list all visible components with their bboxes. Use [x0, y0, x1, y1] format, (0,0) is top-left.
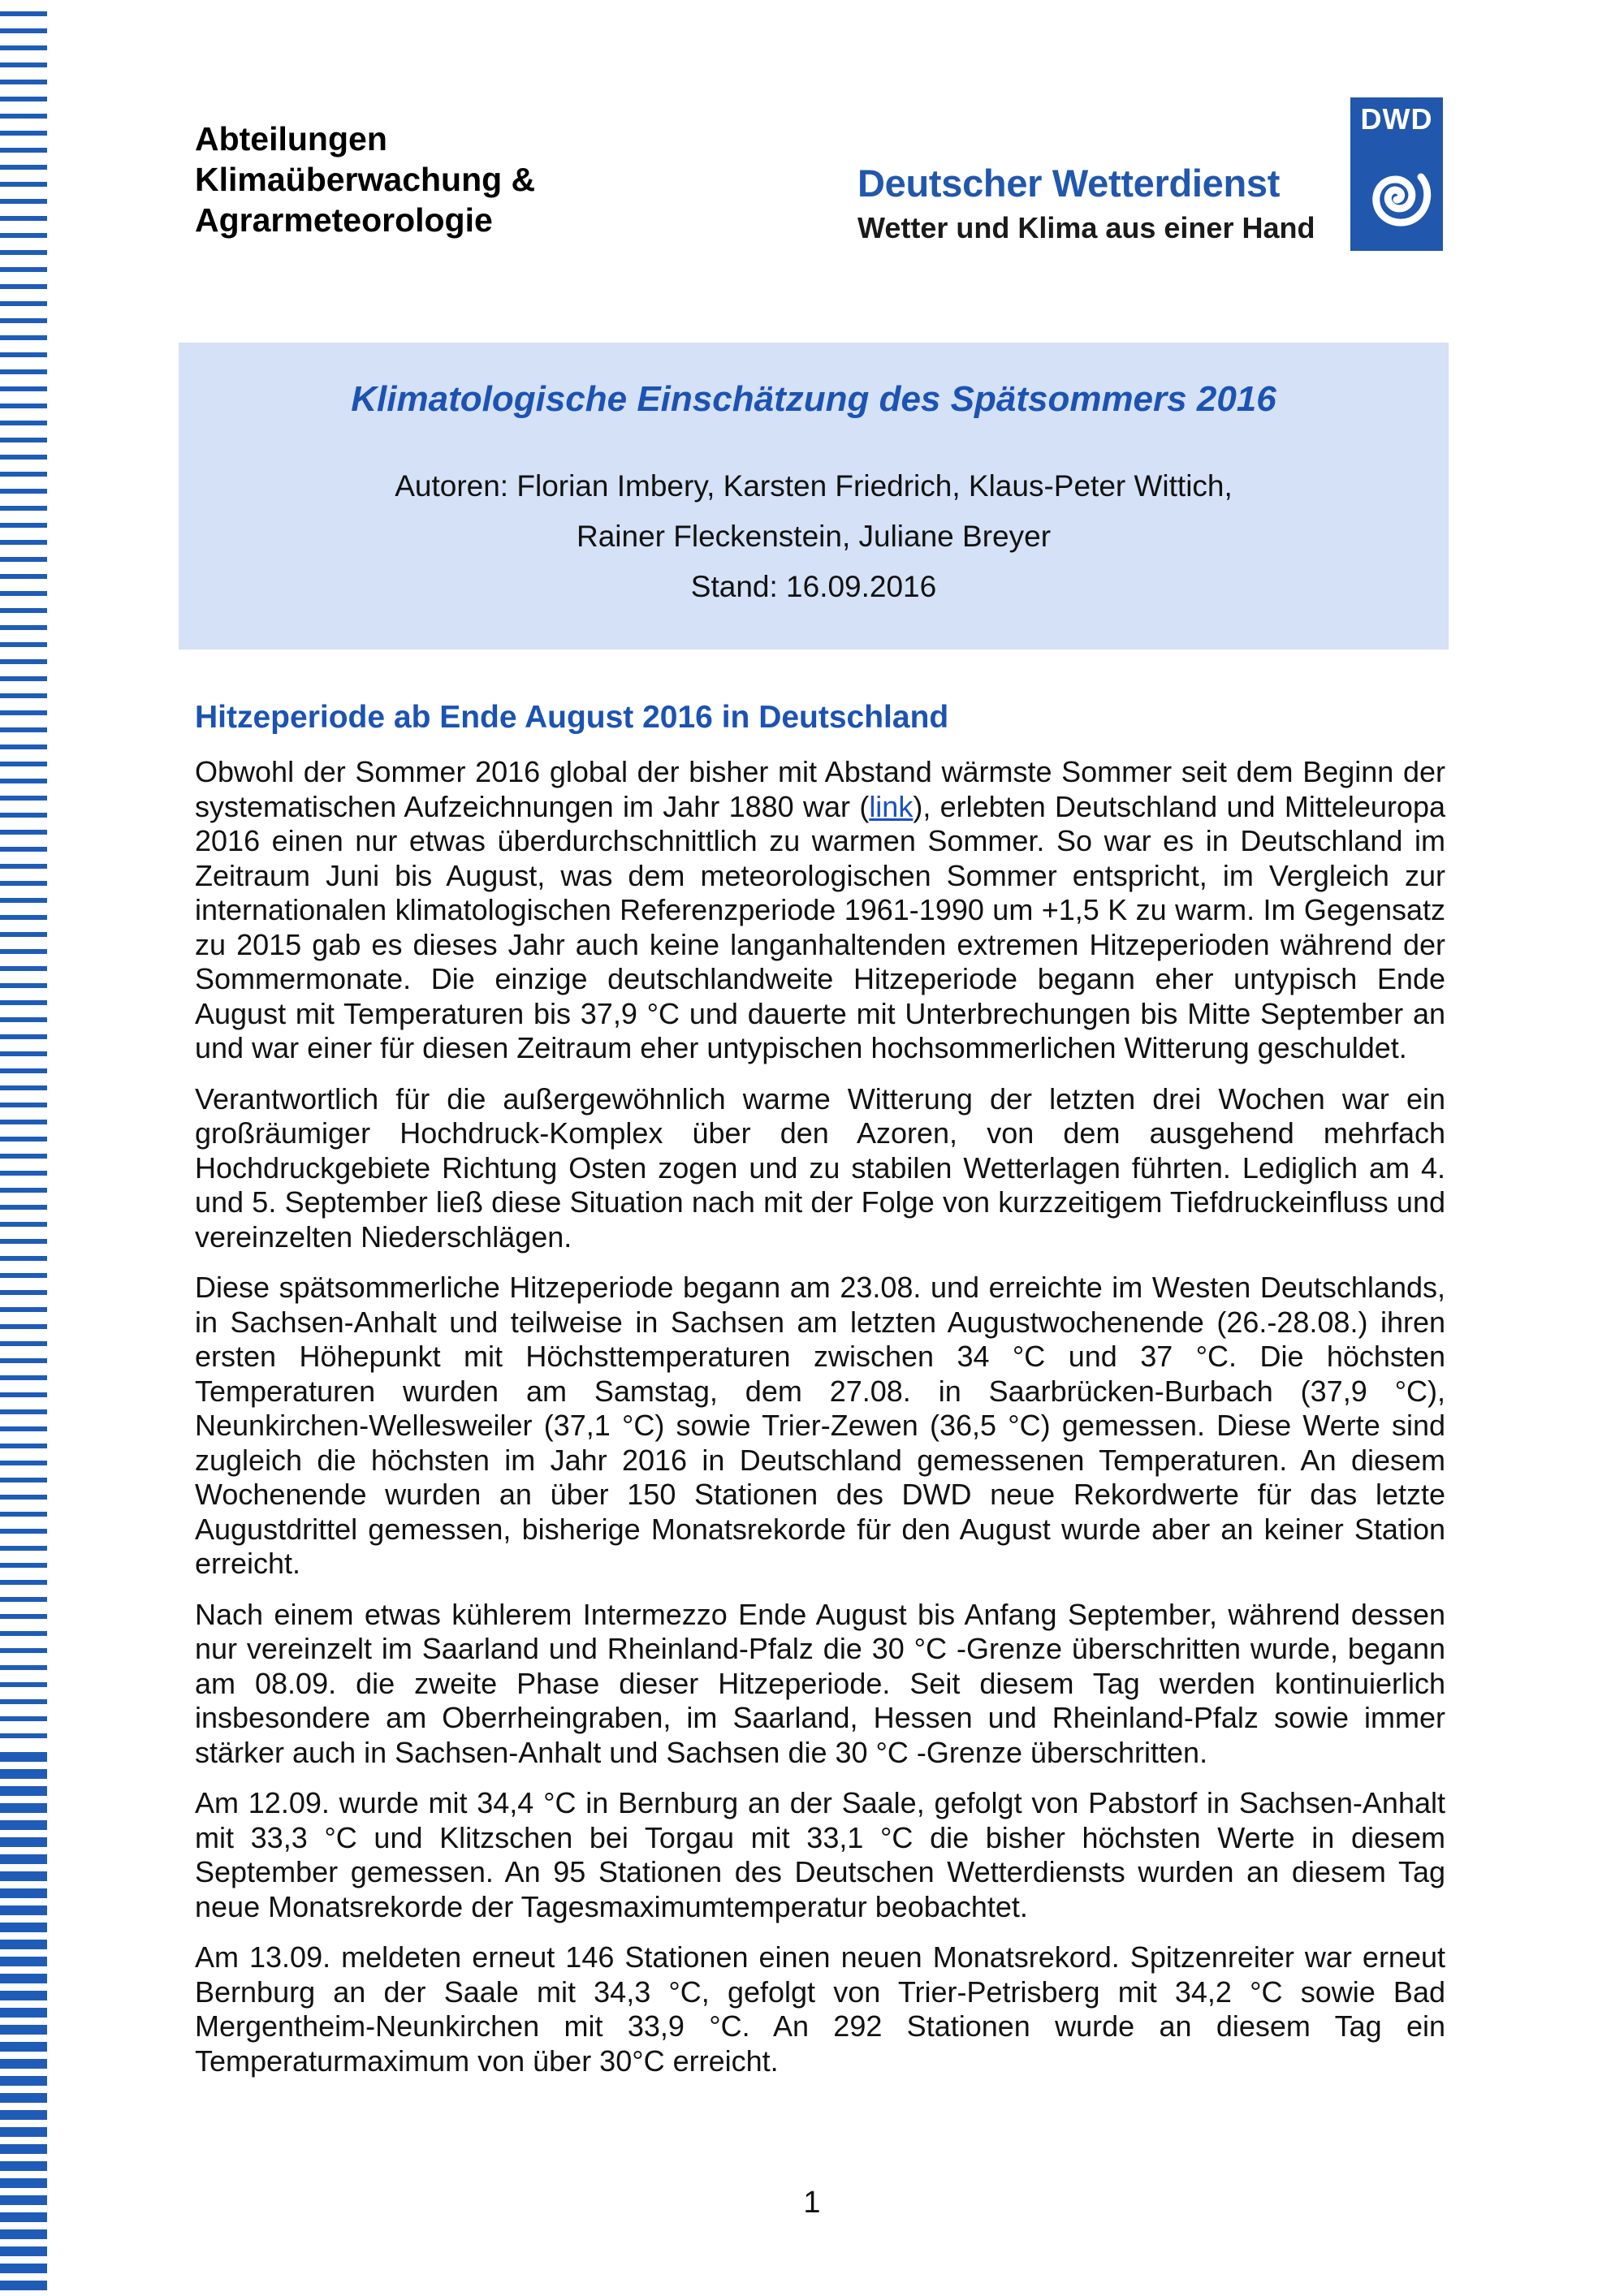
paragraph-6: Am 13.09. meldeten erneut 146 Stationen einen neuen Monatsrekord. Spitzenreiter war erneut Bernburg an der Saale mit 34,3 °C, gefolgt von Trier-Petrisberg mit 34,2 °C sowie Bad Mergentheim-Neunkirchen mit 33,9 °C. An 292 Stationen wurde an diesem Tag ein Temperaturmaximum von über 30°C erreicht. [195, 1940, 1445, 2078]
paragraph-4: Nach einem etwas kühlerem Intermezzo Ende August bis Anfang September, während dessen nur vereinzelt im Saarland und Rheinland-Pfalz die 30 °C -Grenze überschritten wurde, begann am 08.09. die zweite Phase dieser Hitzeperiode. Seit diesem Tag werden kontinuierlich insbesondere am Oberrheingraben, im Saarland, Hessen und Rheinland-Pfalz sowie immer stärker auch in Sachsen-Anhalt und Sachsen die 30 °C -Grenze überschritten. [195, 1597, 1445, 1769]
spiral-icon [1356, 154, 1437, 242]
paragraph-1-end: ), erlebten Deutschland und Mitteleuropa 2016 einen nur etwas überdurchschnittlich zu warmen Sommer. So war es in Deutschland im Zeitraum Juni bis August, was dem meteorologischen Sommer entspricht, im Vergleich zur internationalen klimatologischen Referenzperiode 1961-1990 um +1,5 K zu warm. Im Gegensatz zu 2015 gab es dieses Jahr auch keine langanhaltenden extremen Hitzeperioden während der Sommermonate. Die einzige deutschlandweite Hitzeperiode begann eher untypisch Ende August mit Temperaturen bis 37,9 °C und dauerte mit Unterbrechungen bis Mitte September an und war einer für diesen Zeitraum eher untypischen hochsommerlichen Witterung geschuldet. [195, 789, 1445, 1064]
department-line-2: Klimaüberwachung & [195, 161, 536, 198]
authors-line-2: Rainer Fleckenstein, Juliane Breyer [576, 520, 1052, 553]
logo-badge: DWD [1360, 102, 1433, 136]
title-box [179, 343, 1449, 650]
dwd-logo-text [857, 161, 1315, 247]
paragraph-1 [195, 755, 1445, 1066]
document-title: Klimatologische Einschätzung des Spätsommers 2016 [351, 379, 1276, 419]
department-line-1: Abteilungen [195, 120, 387, 158]
source-link[interactable]: link [869, 789, 914, 823]
paragraph-2: Verantwortlich für die außergewöhnlich warme Witterung der letzten drei Wochen war ein großräumiger Hochdruck-Komplex über den Azoren, von dem ausgehend mehrfach Hochdruckgebiete Richtung Osten zogen und zu stabilen Wetterlagen führten. Lediglich am 4. und 5. September ließ diese Situation nach mit der Folge von kurzzeitigem Tiefdruckeinfluss und vereinzelten Niederschlägen. [195, 1081, 1445, 1254]
department-line-3: Agrarmeteorologie [195, 201, 493, 239]
paragraph-5: Am 12.09. wurde mit 34,4 °C in Bernburg an der Saale, gefolgt von Pabstorf in Sachsen-Anhalt mit 33,3 °C und Klitzschen bei Torgau mit 33,1 °C die bisher höchsten Werte in diesem September gemessen. An 95 Stationen des Deutschen Wetterdiensts wurden an diesem Tag neue Monatsrekorde der Tagesmaximumtemperatur beobachtet. [195, 1786, 1445, 1923]
dwd-logo [1350, 97, 1443, 251]
section-heading: Hitzeperiode ab Ende August 2016 in Deutschland [195, 700, 949, 735]
department-header [195, 119, 535, 240]
logo-name: Deutscher Wetterdienst [857, 162, 1281, 205]
paragraph-1-start: Obwohl der Sommer 2016 global der bisher mit Abstand wärmste Sommer seit dem Beginn der systematischen Aufzeichnungen im Jahr 1880 war ( [195, 755, 1445, 823]
paragraph-3: Diese spätsommerliche Hitzeperiode begann am 23.08. und erreichte im Westen Deutschlands, in Sachsen-Anhalt und teilweise in Sachsen am letzten Augustwochenende (26.-28.08.) ihren ersten Höhepunkt mit Höchsttemperaturen zwischen 34 °C und 37 °C. Die höchsten Temperaturen wurden am Samstag, dem 27.08. in Saarbrücken-Burbach (37,9 °C), Neunkirchen-Wellesweiler (37,1 °C) sowie Trier-Zewen (36,5 °C) gemessen. Diese Werte sind zugleich die höchsten im Jahr 2016 in Deutschland gemessenen Temperaturen. An diesem Wochenende wurden an über 150 Stationen des DWD neue Rekordwerte für das letzte Augustdrittel gemessen, bisherige Monatsrekorde für den August wurde aber an keiner Station erreicht. [195, 1271, 1445, 1580]
document-date: Stand: 16.09.2016 [690, 570, 937, 603]
page-number: 1 [803, 2186, 821, 2220]
logo-tagline: Wetter und Klima aus einer Hand [857, 211, 1315, 244]
body-text [195, 755, 1445, 2095]
authors-line-1: Autoren: Florian Imbery, Karsten Friedrich, Klaus-Peter Wittich, [395, 469, 1233, 503]
decorative-stripe-border [0, 0, 47, 2296]
